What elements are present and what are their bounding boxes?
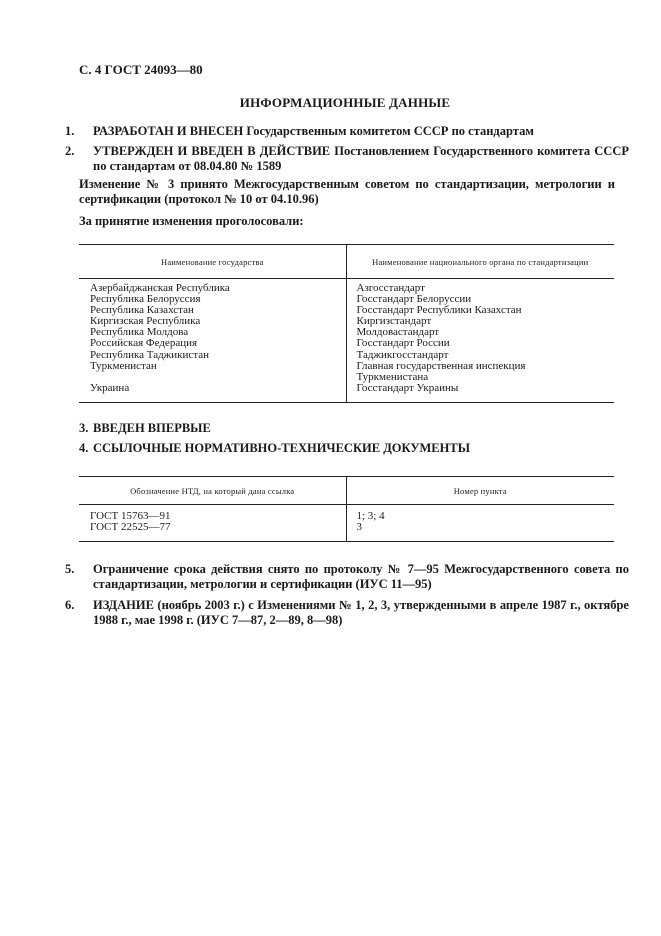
section-title: ИНФОРМАЦИОННЫЕ ДАННЫЕ (239, 95, 451, 110)
table-row: Госстандарт Белоруссии (356, 293, 472, 306)
table-row: Республика Белоруссия (90, 293, 201, 306)
item-1-text: Государственным комитетом СССР по стандартам (243, 124, 534, 138)
references-clause-column (346, 505, 615, 541)
item-1-bold: РАЗРАБОТАН И ВНЕСЕН (93, 124, 244, 138)
table-row: Республика Молдова (90, 326, 189, 339)
table-row: ГОСТ 15763—91 (90, 510, 171, 522)
table-row: Туркменистан (90, 359, 157, 372)
item-2-bold: УТВЕРЖДЕН И ВВЕДЕН В ДЕЙСТВИЕ (93, 144, 331, 158)
item-6-bold: ИЗДАНИЕ (93, 598, 154, 612)
item-3-number: 3. (79, 421, 89, 435)
table-row: Республика Казахстан (90, 304, 194, 317)
item-3-bold: ВВЕДЕН ВПЕРВЫЕ (93, 421, 211, 435)
item-5-number: 5. (65, 562, 75, 576)
item-6-text: (ноябрь 2003 г.) с Изменениями № 1, 2, 3, утвержденными в апреле 1987 г., октябре 1988 г., мае 1998 г. (ИУС 7—87, 2—89, 8—98) (93, 598, 629, 627)
table-row: Республика Таджикистан (90, 348, 209, 361)
table-row: Азербайджанская Республика (90, 282, 230, 294)
item-2 (65, 144, 630, 174)
table-row: Молдовастандарт (356, 326, 440, 339)
item-1-number: 1. (65, 124, 75, 138)
item-4-number: 4. (79, 441, 89, 455)
states-table-body (79, 279, 614, 402)
table-row: Российская Федерация (90, 337, 198, 350)
item-2-text: Постановлением Государственного комитета СССР по стандартам от 08.04.80 № 1589 (93, 144, 630, 173)
item-5-bold: Ограничение срока действия снято по протоколу № 7—95 Межгосударственного совета по стандартизации, метрологии и сертификации (ИУС 11—95) (93, 562, 629, 591)
states-header-state: Наименование государства (160, 256, 264, 267)
states-header-organ: Наименование национального органа по стандартизации (346, 245, 615, 278)
table-row: Азгосстандарт (356, 282, 425, 294)
references-header-doc: Обозначение НТД, на который дана ссылка (130, 485, 295, 496)
table-row: Киргизстандарт (356, 315, 432, 328)
item-2-number: 2. (65, 144, 75, 158)
states-column (79, 279, 346, 402)
references-doc-column (79, 505, 346, 541)
item-5 (65, 562, 629, 592)
item-4-bold: ССЫЛОЧНЫЕ НОРМАТИВНО-ТЕХНИЧЕСКИЕ ДОКУМЕНТЫ (93, 441, 470, 455)
table-row: Украина (90, 381, 130, 394)
states-table-header (79, 245, 614, 279)
table-row: 3 (356, 521, 362, 534)
item-3 (79, 421, 615, 436)
references-table-header (79, 477, 614, 505)
table-row: Таджикгосстандарт (356, 348, 449, 361)
table-row: Госстандарт Украины (356, 381, 459, 394)
table-row: Госстандарт Республики Казахстан (356, 304, 522, 317)
organs-column (346, 279, 615, 402)
item-1 (65, 124, 629, 139)
item-4 (79, 441, 615, 456)
amendment-note: Изменение № 3 принято Межгосударственным советом по стандартизации, метрологии и сертификации (протокол № 10 от 04.10.96) (79, 177, 615, 206)
page-header: С. 4 ГОСТ 24093—80 (79, 62, 203, 77)
table-row: ГОСТ 22525—77 (90, 521, 171, 534)
table-row: Туркменистана (356, 370, 429, 383)
references-header-clause: Номер пункта (346, 477, 615, 504)
states-table (79, 244, 614, 403)
table-row: Киргизская Республика (90, 315, 201, 328)
table-row: Госстандарт России (356, 337, 450, 350)
table-row: 1; 3; 4 (356, 510, 385, 522)
voted-label: За принятие изменения проголосовали: (79, 214, 304, 228)
item-6 (65, 598, 629, 628)
item-6-number: 6. (65, 598, 75, 612)
references-table-body (79, 505, 614, 541)
table-row: Главная государственная инспекция (356, 359, 526, 372)
references-table (79, 476, 614, 542)
